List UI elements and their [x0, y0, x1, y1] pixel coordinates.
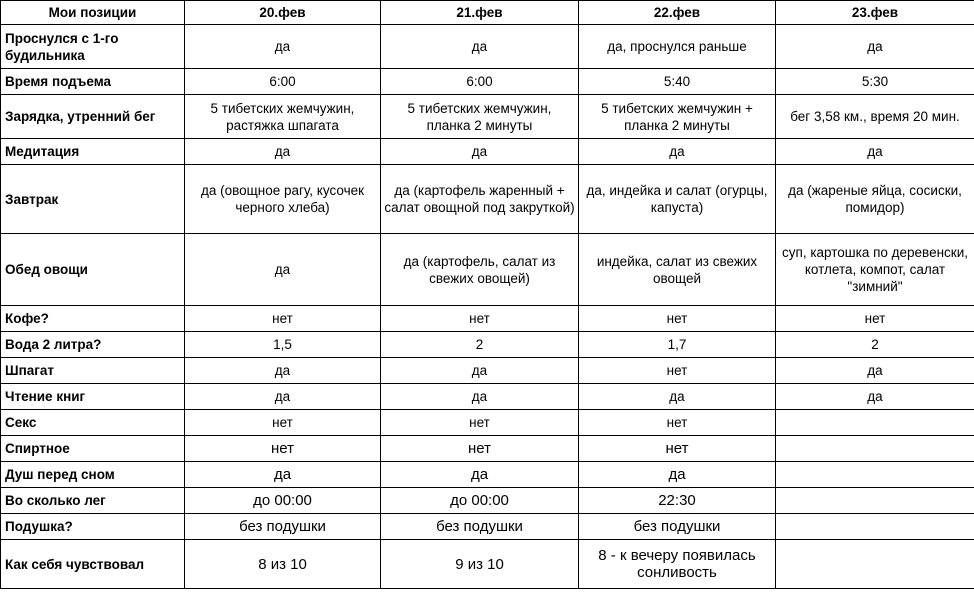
- table-row: [1, 69, 974, 95]
- row-label[interactable]: Зарядка, утренний бег: [1, 95, 185, 139]
- table-cell[interactable]: да: [381, 358, 579, 384]
- table-cell[interactable]: да: [185, 25, 381, 69]
- table-cell[interactable]: да: [381, 25, 579, 69]
- row-label[interactable]: Секс: [1, 410, 185, 436]
- table-cell[interactable]: да: [381, 139, 579, 165]
- table-row: [1, 436, 974, 462]
- table-cell[interactable]: 5:30: [776, 69, 974, 95]
- header-day-2[interactable]: 21.фев: [381, 1, 579, 25]
- row-label[interactable]: Завтрак: [1, 165, 185, 234]
- table-cell[interactable]: да (картофель, салат из свежих овощей): [381, 234, 579, 306]
- table-cell[interactable]: суп, картошка по деревенски, котлета, компот, салат "зимний": [776, 234, 974, 306]
- table-cell[interactable]: да: [579, 384, 776, 410]
- table-cell[interactable]: [776, 462, 974, 488]
- table-cell[interactable]: 5 тибетских жемчужин + планка 2 минуты: [579, 95, 776, 139]
- table-row: [1, 488, 974, 514]
- table-cell[interactable]: [776, 410, 974, 436]
- table-cell[interactable]: бег 3,58 км., время 20 мин.: [776, 95, 974, 139]
- table-row: [1, 462, 974, 488]
- table-row: [1, 384, 974, 410]
- table-cell[interactable]: да (овощное рагу, кусочек черного хлеба): [185, 165, 381, 234]
- header-day-4[interactable]: 23.фев: [776, 1, 974, 25]
- table-cell[interactable]: нет: [579, 358, 776, 384]
- table-row: [1, 95, 974, 139]
- row-label[interactable]: Подушка?: [1, 514, 185, 540]
- row-label[interactable]: Обед овощи: [1, 234, 185, 306]
- header-day-1[interactable]: 20.фев: [185, 1, 381, 25]
- row-label[interactable]: Душ перед сном: [1, 462, 185, 488]
- table-cell[interactable]: 2: [776, 332, 974, 358]
- row-label[interactable]: Чтение книг: [1, 384, 185, 410]
- table-cell[interactable]: [776, 488, 974, 514]
- row-label[interactable]: Кофе?: [1, 306, 185, 332]
- table-cell[interactable]: до 00:00: [381, 488, 579, 514]
- table-cell[interactable]: нет: [185, 436, 381, 462]
- table-row: [1, 540, 974, 589]
- table-cell[interactable]: 6:00: [381, 69, 579, 95]
- table-cell[interactable]: нет: [381, 410, 579, 436]
- table-row: [1, 332, 974, 358]
- header-day-3[interactable]: 22.фев: [579, 1, 776, 25]
- table-cell[interactable]: да, проснулся раньше: [579, 25, 776, 69]
- table-cell[interactable]: да (картофель жаренный + салат овощной под закруткой): [381, 165, 579, 234]
- table-row: [1, 514, 974, 540]
- table-cell[interactable]: 5 тибетских жемчужин, растяжка шпагата: [185, 95, 381, 139]
- table-cell[interactable]: нет: [185, 306, 381, 332]
- table-cell[interactable]: 9 из 10: [381, 540, 579, 589]
- table-cell[interactable]: без подушки: [381, 514, 579, 540]
- table-cell[interactable]: [776, 514, 974, 540]
- table-cell[interactable]: нет: [185, 410, 381, 436]
- table-cell[interactable]: да: [185, 358, 381, 384]
- row-label[interactable]: Во сколько лег: [1, 488, 185, 514]
- table-cell[interactable]: индейка, салат из свежих овощей: [579, 234, 776, 306]
- table-cell[interactable]: да: [185, 139, 381, 165]
- table-cell[interactable]: да: [185, 462, 381, 488]
- table-cell[interactable]: да: [381, 462, 579, 488]
- table-row: [1, 306, 974, 332]
- table-cell[interactable]: да: [776, 139, 974, 165]
- table-row: [1, 234, 974, 306]
- table-cell[interactable]: нет: [579, 436, 776, 462]
- table-cell[interactable]: да: [776, 358, 974, 384]
- row-label[interactable]: Вода 2 литра?: [1, 332, 185, 358]
- table-cell[interactable]: нет: [579, 306, 776, 332]
- table-row: [1, 25, 974, 69]
- table-row: [1, 165, 974, 234]
- table-row: [1, 358, 974, 384]
- table-cell[interactable]: 6:00: [185, 69, 381, 95]
- table-cell[interactable]: до 00:00: [185, 488, 381, 514]
- header-row: [1, 1, 974, 25]
- table-cell[interactable]: 22:30: [579, 488, 776, 514]
- table-cell[interactable]: нет: [579, 410, 776, 436]
- table-cell[interactable]: 2: [381, 332, 579, 358]
- table-cell[interactable]: 1,7: [579, 332, 776, 358]
- row-label[interactable]: Спиртное: [1, 436, 185, 462]
- table-cell[interactable]: да: [776, 25, 974, 69]
- row-label[interactable]: Время подъема: [1, 69, 185, 95]
- table-cell[interactable]: [776, 436, 974, 462]
- table-cell[interactable]: 8 - к вечеру появилась сонливость: [579, 540, 776, 589]
- table-cell[interactable]: да: [579, 139, 776, 165]
- table-cell[interactable]: 8 из 10: [185, 540, 381, 589]
- table-cell[interactable]: да, индейка и салат (огурцы, капуста): [579, 165, 776, 234]
- row-label[interactable]: Медитация: [1, 139, 185, 165]
- table-cell[interactable]: да (жареные яйца, сосиски, помидор): [776, 165, 974, 234]
- table-row: [1, 139, 974, 165]
- table-cell[interactable]: да: [381, 384, 579, 410]
- table-cell[interactable]: [776, 540, 974, 589]
- table-cell[interactable]: да: [185, 384, 381, 410]
- table-cell[interactable]: 5:40: [579, 69, 776, 95]
- table-row: [1, 410, 974, 436]
- table-cell[interactable]: да: [185, 234, 381, 306]
- table-cell[interactable]: нет: [776, 306, 974, 332]
- table-cell[interactable]: нет: [381, 306, 579, 332]
- table-cell[interactable]: нет: [381, 436, 579, 462]
- table-cell[interactable]: да: [776, 384, 974, 410]
- table-cell[interactable]: да: [579, 462, 776, 488]
- row-label[interactable]: Проснулся с 1-го будильника: [1, 25, 185, 69]
- row-label[interactable]: Как себя чувствовал: [1, 540, 185, 589]
- table-cell[interactable]: 5 тибетских жемчужин, планка 2 минуты: [381, 95, 579, 139]
- table-cell[interactable]: без подушки: [185, 514, 381, 540]
- header-positions[interactable]: Мои позиции: [1, 1, 185, 25]
- table-cell[interactable]: без подушки: [579, 514, 776, 540]
- table-cell[interactable]: 1,5: [185, 332, 381, 358]
- row-label[interactable]: Шпагат: [1, 358, 185, 384]
